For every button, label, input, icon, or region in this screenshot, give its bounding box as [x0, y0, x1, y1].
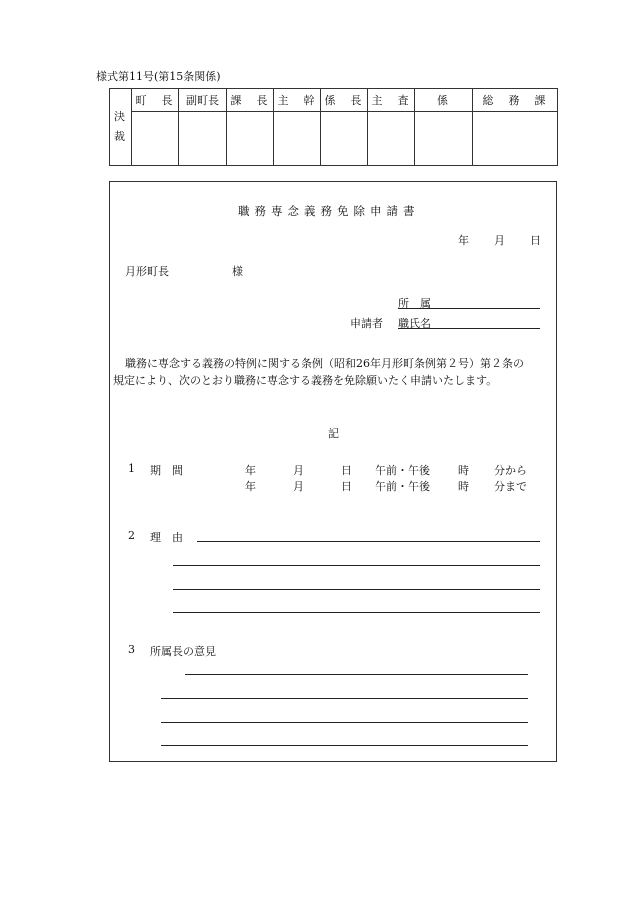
body-line-2: 規定により、次のとおり職務に専念する義務を免除願いたく申請いたします。 — [113, 374, 498, 387]
period-from-month: 月 — [293, 464, 304, 477]
period-from-year: 年 — [245, 464, 256, 477]
item2-label: 理 由 — [150, 531, 183, 544]
item2-number: 2 — [128, 529, 135, 542]
approval-header-kakaricho: 係 長 — [321, 89, 368, 112]
approval-header-shusa: 主 査 — [368, 89, 415, 112]
date-year-label: 年 — [458, 234, 469, 247]
period-from-hour: 時 — [458, 464, 469, 477]
approval-stamp-cell[interactable] — [368, 112, 415, 166]
item1-number: 1 — [128, 462, 135, 475]
date-month-label: 月 — [494, 234, 505, 247]
approval-side-label — [110, 89, 132, 166]
name-line[interactable] — [398, 328, 540, 329]
approval-header-cho: 町 長 — [132, 89, 179, 112]
period-to-year: 年 — [245, 480, 256, 493]
approval-stamp-cell[interactable] — [179, 112, 227, 166]
approval-header-shukan: 主 幹 — [274, 89, 321, 112]
opinion-line[interactable] — [161, 698, 528, 699]
period-to-day: 日 — [341, 480, 352, 493]
period-from-day: 日 — [341, 464, 352, 477]
body-line-1: 職務に専念する義務の特例に関する条例（昭和26年月形町条例第２号）第２条の — [125, 357, 524, 370]
approval-stamp-cell[interactable] — [227, 112, 274, 166]
period-to-hour: 時 — [458, 480, 469, 493]
opinion-line[interactable] — [185, 674, 528, 675]
name-label: 職氏名 — [398, 317, 431, 330]
form-title: 職務専念義務免除申請書 — [238, 204, 420, 218]
approval-header-kakari: 係 — [415, 89, 473, 112]
ki-label: 記 — [328, 427, 339, 440]
opinion-line[interactable] — [161, 745, 528, 746]
reason-line[interactable] — [173, 565, 540, 566]
addressee: 月形町長 — [125, 265, 169, 278]
opinion-line[interactable] — [161, 722, 528, 723]
date-day-label: 日 — [530, 234, 541, 247]
reason-line[interactable] — [197, 541, 540, 542]
item3-label: 所属長の意見 — [150, 645, 216, 658]
approval-header-fukucho: 副町長 — [179, 89, 227, 112]
item3-number: 3 — [128, 643, 135, 656]
affiliation-label: 所 属 — [398, 297, 431, 310]
reason-line[interactable] — [173, 612, 540, 613]
approval-side-char-2: 裁 — [114, 130, 127, 143]
approval-stamp-cell[interactable] — [473, 112, 558, 166]
period-to-minute: 分まで — [494, 480, 527, 493]
affiliation-line[interactable] — [398, 308, 540, 309]
approval-stamp-cell[interactable] — [415, 112, 473, 166]
period-from-minute: 分から — [494, 464, 527, 477]
approval-header-somuka: 総 務 課 — [473, 89, 558, 112]
approval-stamp-cell[interactable] — [321, 112, 368, 166]
honorific: 様 — [232, 265, 243, 278]
item1-label: 期 間 — [150, 464, 183, 477]
form-number: 様式第11号(第15条関係) — [96, 70, 221, 83]
period-from-ampm: 午前・午後 — [375, 464, 430, 477]
period-to-month: 月 — [293, 480, 304, 493]
approval-header-kacho: 課 長 — [227, 89, 274, 112]
approval-stamp-cell[interactable] — [274, 112, 321, 166]
applicant-label: 申請者 — [350, 317, 383, 330]
period-to-ampm: 午前・午後 — [375, 480, 430, 493]
reason-line[interactable] — [173, 589, 540, 590]
approval-table — [109, 88, 558, 166]
approval-side-char-1: 決 — [114, 110, 127, 123]
approval-stamp-cell[interactable] — [132, 112, 179, 166]
